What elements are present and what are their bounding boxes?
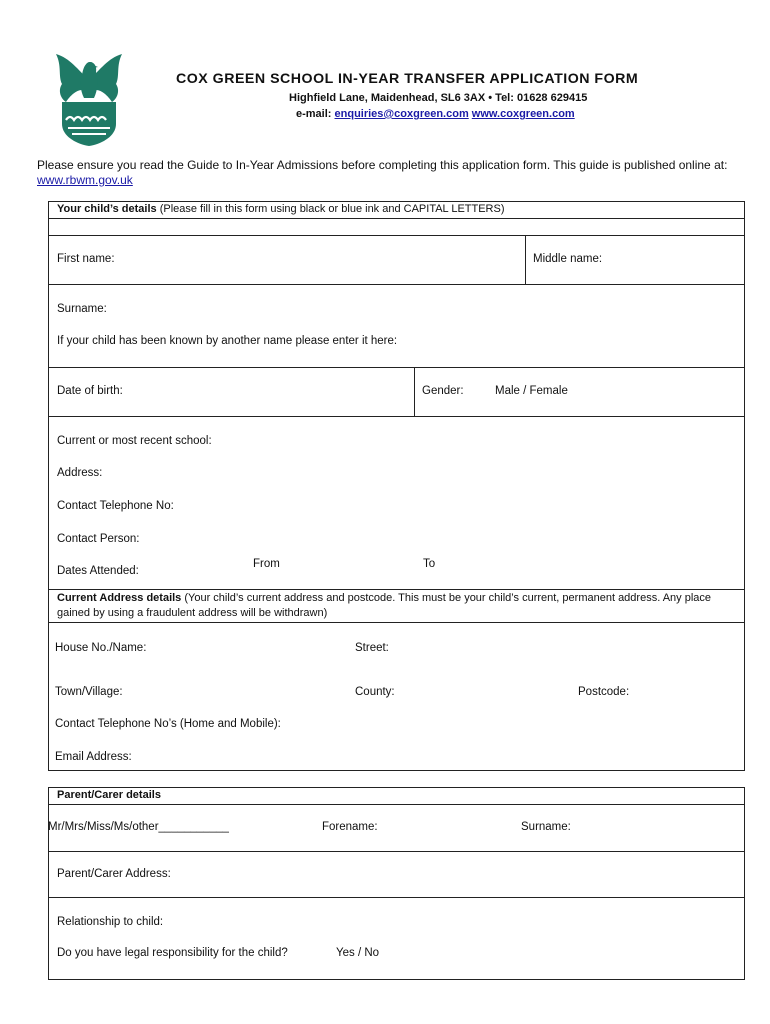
- surname-label: Surname:: [57, 303, 107, 315]
- child-details-heading-bold: Your child’s details: [57, 203, 157, 215]
- gender-label: Gender:: [422, 385, 464, 397]
- to-label: To: [423, 558, 436, 570]
- child-details-heading: [57, 203, 505, 215]
- parent-forename-label: Forename:: [322, 821, 378, 833]
- parent-surname-label: Surname:: [521, 821, 571, 833]
- website-link[interactable]: www.coxgreen.com: [471, 108, 575, 120]
- parent-heading-bold: Parent/Carer details: [57, 789, 161, 801]
- school-address: Highfield Lane, Maidenhead, SL6 3AX • Tel: 01628 629415: [289, 92, 588, 104]
- title-field-label: Mr/Mrs/Miss/Ms/other___________: [48, 821, 229, 833]
- current-address-heading-bold: Current Address details: [57, 592, 182, 604]
- school-label: Current or most recent school:: [57, 435, 212, 447]
- postcode-label: Postcode:: [578, 686, 630, 698]
- intro-paragraph: [37, 158, 737, 188]
- parent-heading: [57, 789, 161, 801]
- rbwm-link[interactable]: www.rbwm.gov.uk: [37, 173, 133, 187]
- street-label: Street:: [355, 642, 389, 654]
- town-label: Town/Village:: [55, 686, 123, 698]
- first-name-label: First name:: [57, 253, 115, 265]
- child-details-heading-note: (Please fill in this form using black or blue ink and CAPITAL LETTERS): [156, 203, 505, 215]
- school-crest-logo: [52, 50, 126, 148]
- current-address-heading-note: (Your child’s current address and postcode. This must be your child’s current, permanent address. Any place gained by using a fraudulent address will be withdrawn): [57, 592, 712, 619]
- telephones-label: Contact Telephone No’s (Home and Mobile):: [55, 718, 281, 730]
- legal-options: Yes / No: [336, 947, 380, 959]
- email-prefix: e-mail:: [296, 108, 335, 120]
- intro-text: Please ensure you read the Guide to In-Year Admissions before completing this application form. This guide is published online at:: [37, 158, 728, 172]
- form-title: COX GREEN SCHOOL IN-YEAR TRANSFER APPLICATION FORM: [176, 71, 639, 87]
- parent-address-label: Parent/Carer Address:: [57, 868, 171, 880]
- school-telephone-label: Contact Telephone No:: [57, 500, 174, 512]
- email-address-label: Email Address:: [55, 751, 132, 763]
- dob-label: Date of birth:: [57, 385, 123, 397]
- other-name-label: If your child has been known by another name please enter it here:: [57, 335, 398, 347]
- house-label: House No./Name:: [55, 642, 147, 654]
- gender-options: Male / Female: [495, 385, 568, 397]
- school-address-label: Address:: [57, 467, 103, 479]
- middle-name-label: Middle name:: [533, 253, 603, 265]
- child-details-section: [48, 201, 745, 590]
- contact-line: [296, 108, 575, 120]
- email-link[interactable]: enquiries@coxgreen.com: [334, 108, 469, 120]
- county-label: County:: [355, 686, 395, 698]
- contact-person-label: Contact Person:: [57, 533, 140, 545]
- current-address-heading: [57, 591, 737, 621]
- legal-responsibility-label: Do you have legal responsibility for the child?: [57, 947, 288, 959]
- from-label: From: [253, 558, 280, 570]
- dates-attended-label: Dates Attended:: [57, 565, 139, 577]
- relationship-label: Relationship to child:: [57, 916, 164, 928]
